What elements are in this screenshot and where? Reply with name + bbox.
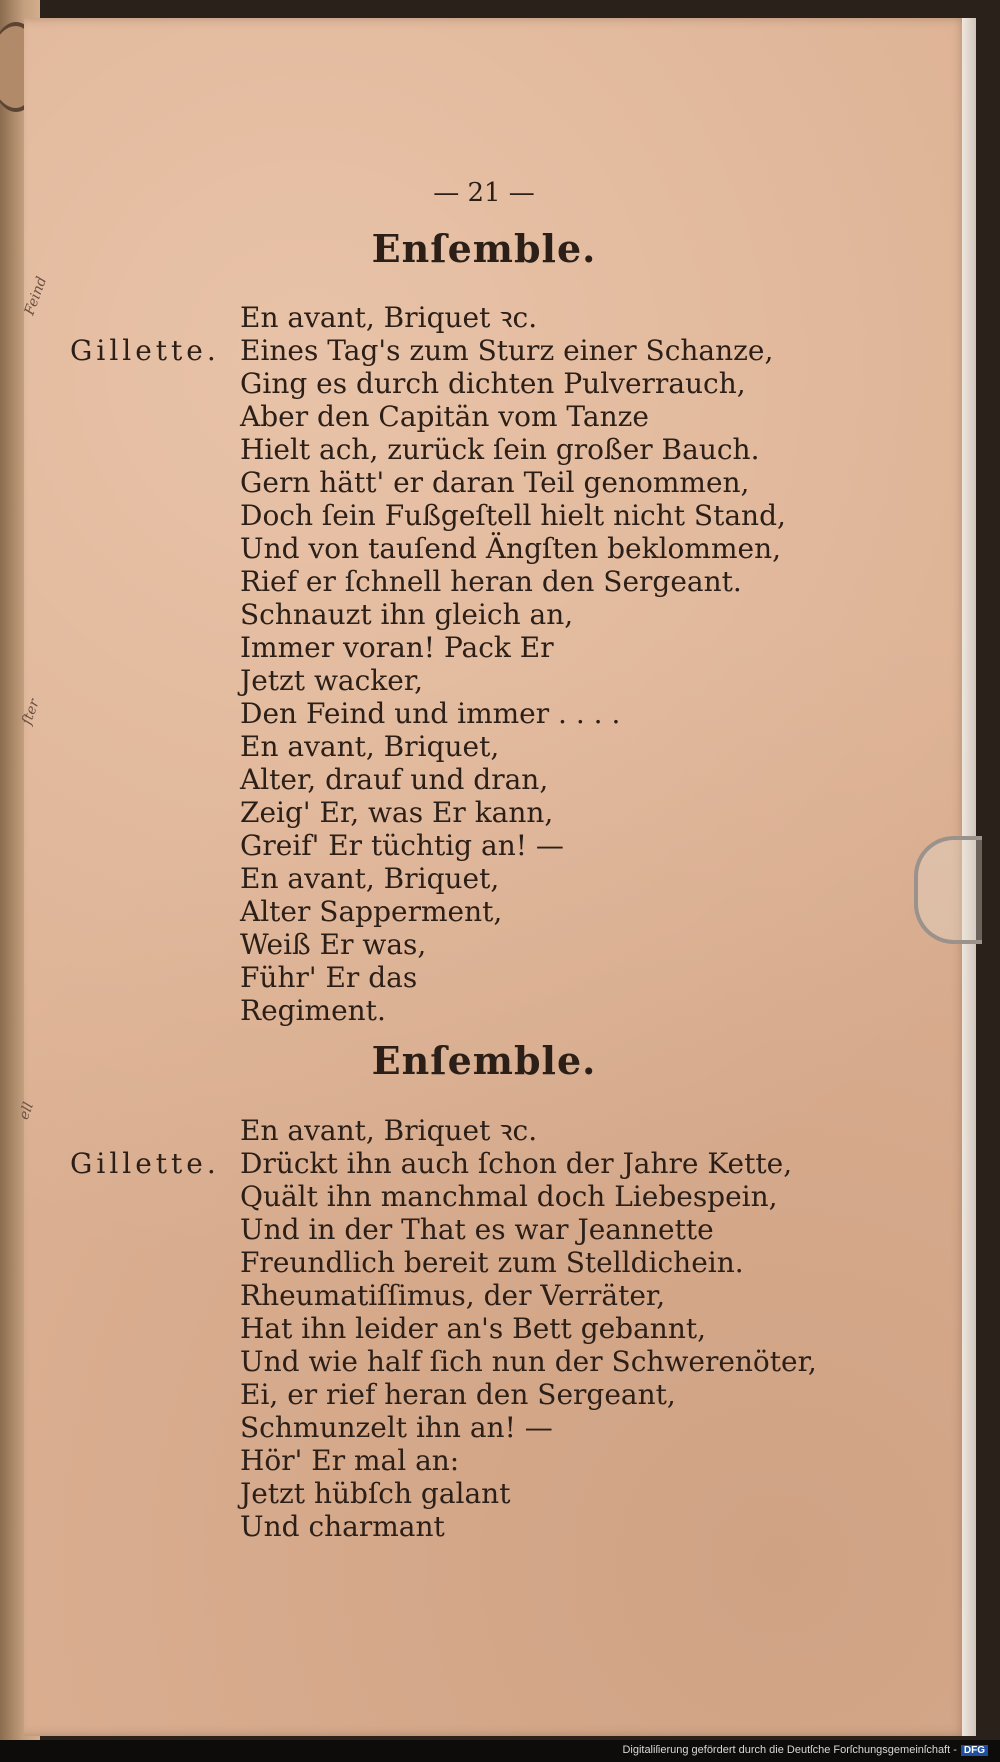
- verse-line: Schnauzt ihn gleich an,: [240, 598, 574, 631]
- section-2-intro: En avant, Briquet ꝛc.: [240, 1114, 538, 1147]
- verse-line: Hör' Er mal an:: [240, 1444, 460, 1477]
- verse-line: Eines Tag's zum Sturz einer Schanze,: [240, 334, 774, 367]
- dfg-logo: DFG: [961, 1745, 988, 1756]
- verse-line: Ging es durch dichten Pulverrauch,: [240, 367, 746, 400]
- verse-line: Und charmant: [240, 1510, 445, 1543]
- verse-line: Weiß Er was,: [240, 928, 427, 961]
- verse-line: Und in der That es war Jeannette: [240, 1213, 714, 1246]
- verse-line: Hat ihn leider an's Bett gebannt,: [240, 1312, 707, 1345]
- verse-line: Quält ihn manchmal doch Liebespein,: [240, 1180, 778, 1213]
- verse-line: Ei, er rief heran den Sergeant,: [240, 1378, 676, 1411]
- verse-line: En avant, Briquet,: [240, 730, 500, 763]
- verse-line: Hielt ach, zurück ſein großer Bauch.: [240, 433, 760, 466]
- section-heading-1: Enſemble.: [371, 226, 597, 271]
- verse-line: Rheumatiſſimus, der Verräter,: [240, 1279, 666, 1312]
- verse-line: Rief er ſchnell heran den Sergeant.: [240, 565, 742, 598]
- verse-line: Alter, drauf und dran,: [240, 763, 549, 796]
- verse-block-1: [240, 334, 786, 1027]
- margin-note-2: ſter: [18, 697, 43, 727]
- verse-line: Den Feind und immer . . . .: [240, 697, 621, 730]
- verse-line: Freundlich bereit zum Stelldichein.: [240, 1246, 744, 1279]
- verse-line: Jetzt wacker,: [240, 664, 424, 697]
- page-number: — 21 —: [433, 178, 535, 208]
- speaker-label-1: Gillette.: [70, 334, 220, 367]
- footer-credit: [622, 1744, 988, 1756]
- verse-line: Jetzt hübſch galant: [240, 1477, 511, 1510]
- margin-note-1: Feind: [21, 274, 51, 318]
- book-page: [16, 18, 968, 1736]
- page-clip: [914, 836, 982, 944]
- verse-line: Immer voran! Pack Er: [240, 631, 554, 664]
- footer-credit-text: Digitaliſierung gefördert durch die Deutſche Forſchungsgemeinſchaft -: [622, 1744, 957, 1756]
- verse-line: Und von tauſend Ängſten beklommen,: [240, 532, 782, 565]
- verse-line: Aber den Capitän vom Tanze: [240, 400, 649, 433]
- verse-line: Schmunzelt ihn an! —: [240, 1411, 553, 1444]
- verse-line: Gern hätt' er daran Teil genommen,: [240, 466, 750, 499]
- verse-line: Regiment.: [240, 994, 386, 1027]
- verse-line: Greif' Er tüchtig an! —: [240, 829, 564, 862]
- verse-line: En avant, Briquet,: [240, 862, 500, 895]
- verse-line: Führ' Er das: [240, 961, 418, 994]
- section-heading-2: Enſemble.: [371, 1038, 597, 1083]
- verse-line: Und wie half ſich nun der Schwerenöter,: [240, 1345, 817, 1378]
- speaker-label-2: Gillette.: [70, 1147, 220, 1180]
- section-1-intro: En avant, Briquet ꝛc.: [240, 301, 538, 334]
- verse-line: Drückt ihn auch ſchon der Jahre Kette,: [240, 1147, 793, 1180]
- verse-block-2: [240, 1147, 817, 1543]
- margin-note-3: ell: [16, 1100, 38, 1122]
- verse-line: Alter Sapperment,: [240, 895, 503, 928]
- verse-line: Zeig' Er, was Er kann,: [240, 796, 554, 829]
- verse-line: Doch ſein Fußgeſtell hielt nicht Stand,: [240, 499, 786, 532]
